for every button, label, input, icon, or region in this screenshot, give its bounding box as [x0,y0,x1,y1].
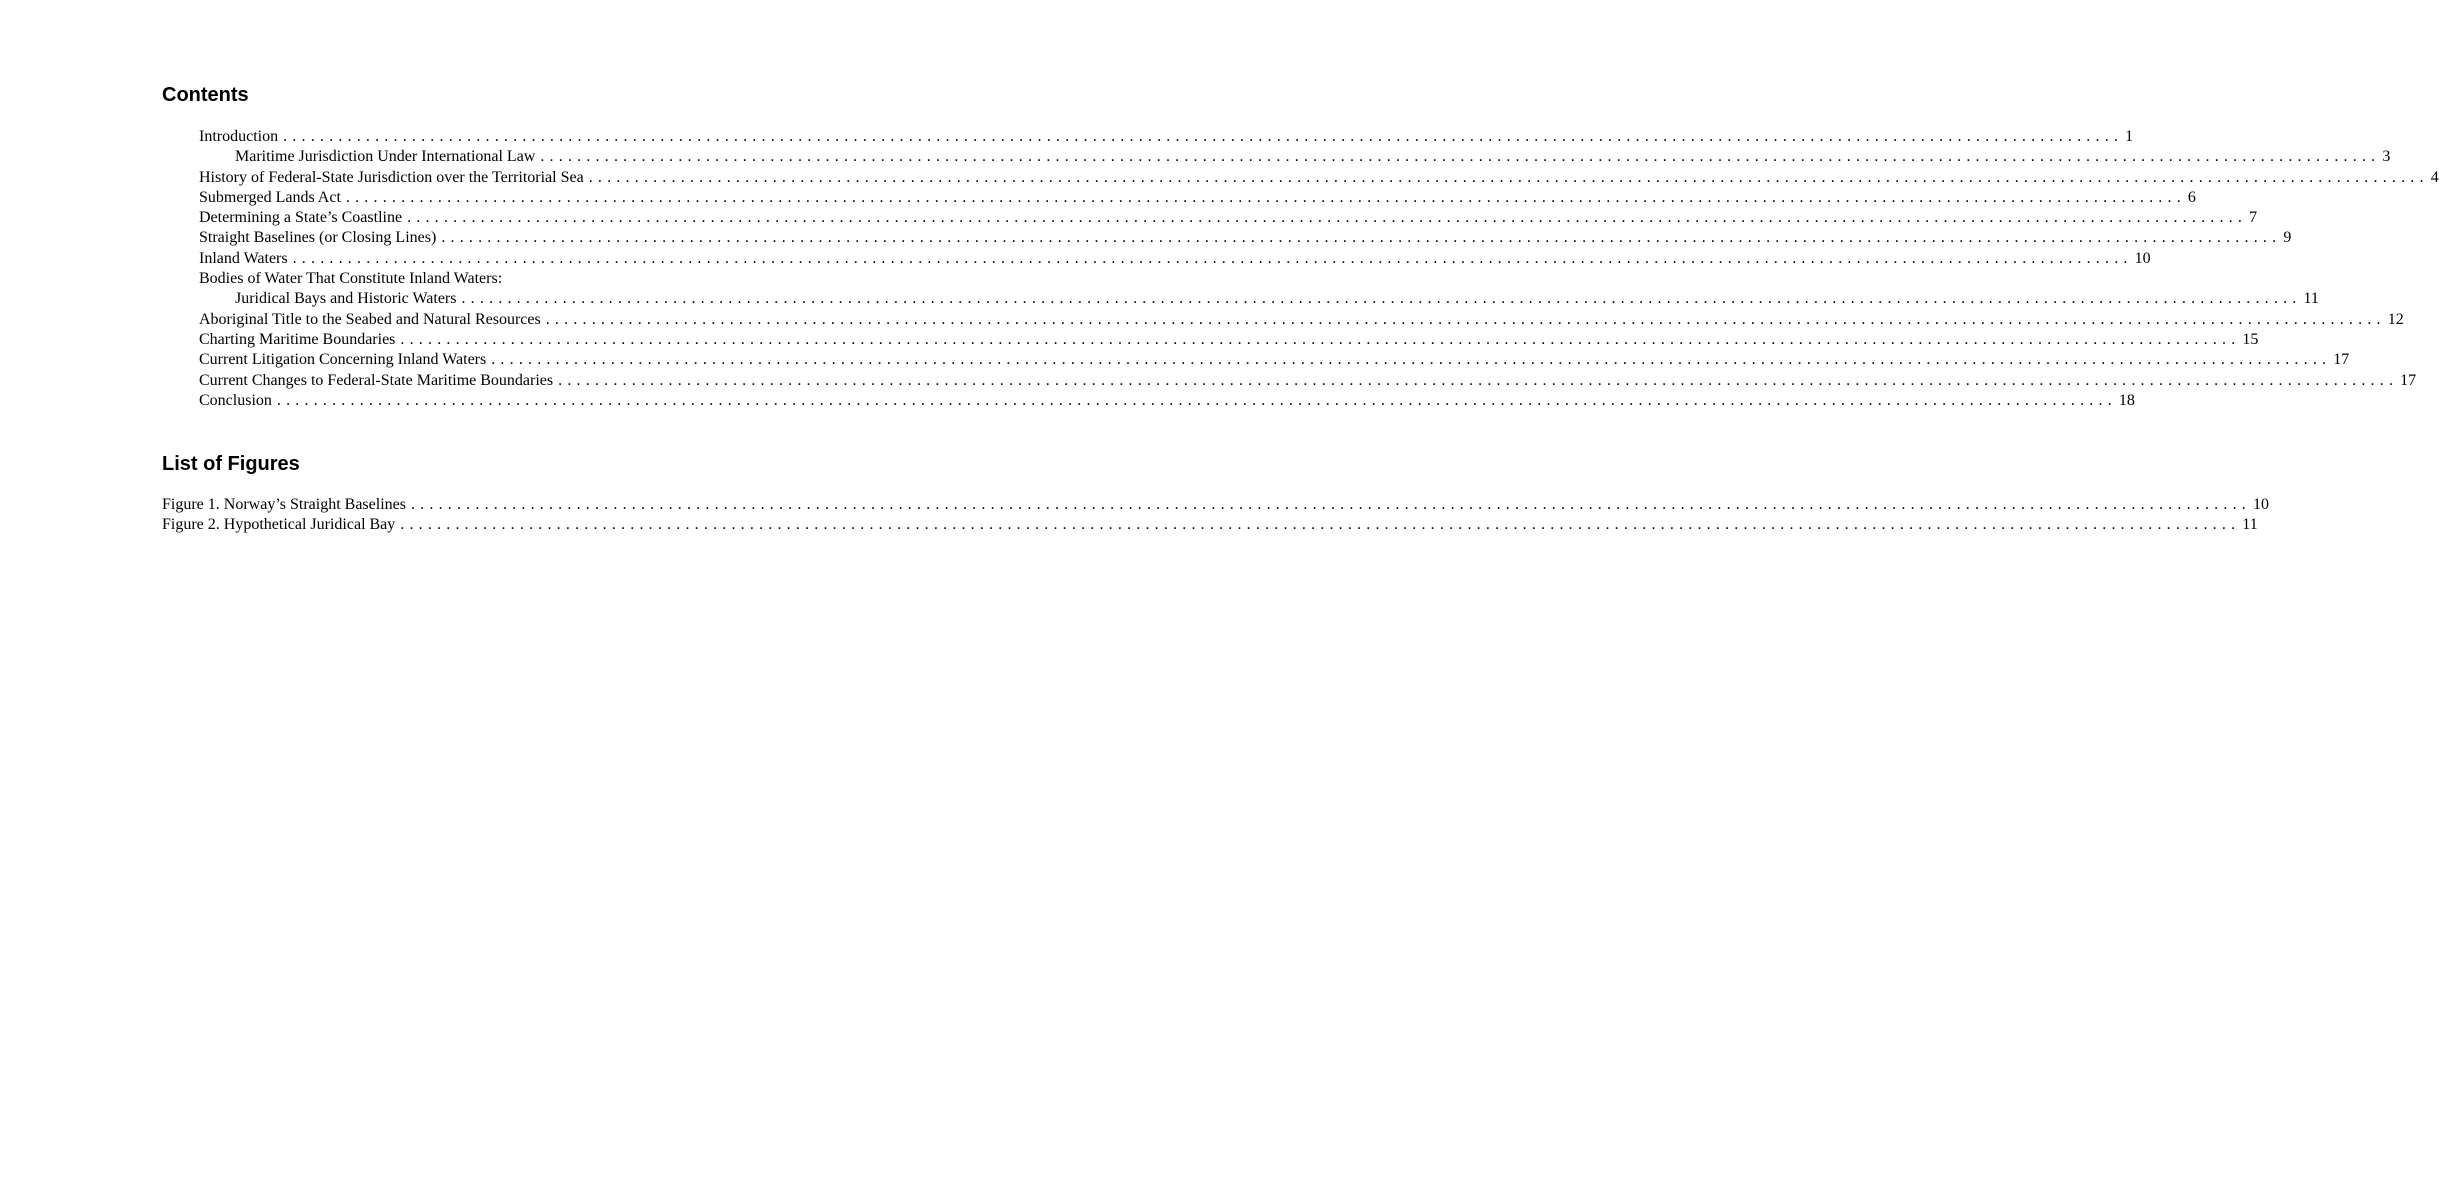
entry-page-number: 7 [2249,209,2258,227]
figures-list [162,495,2269,536]
entry-page-number: 17 [2333,351,2350,369]
contents-entry[interactable] [162,269,758,289]
entry-page-number: 11 [2303,290,2319,308]
entry-title: Conclusion [199,391,272,409]
dot-leader: ........................................................................................................................................................................................................ [441,229,2282,247]
contents-entry[interactable] [162,208,2258,228]
entry-title: Maritime Jurisdiction Under International Law [235,148,536,166]
dot-leader: ........................................................................................................................................................................................................ [410,496,2251,513]
dot-leader: ........................................................................................................................................................................................................ [283,128,2124,145]
entry-title: Charting Maritime Boundaries [199,330,396,348]
entry-title: Inland Waters [199,249,288,267]
contents-entry[interactable] [162,188,2196,208]
entry-title: Determining a State’s Coastline [199,209,403,227]
contents-entry[interactable] [162,147,2391,167]
contents-entry[interactable] [162,391,2135,411]
entry-page-number: 18 [2118,391,2135,409]
dot-leader: ........................................................................................................................................................................................................ [491,351,2332,369]
dot-leader: ........................................................................................................................................................................................................ [461,290,2302,308]
entry-page-number: 9 [2283,229,2292,247]
contents-entry[interactable] [162,330,2259,350]
dot-leader: ........................................................................................................................................................................................................ [292,249,2133,267]
entry-page-number: 10 [2252,496,2269,513]
dot-leader: ........................................................................................................................................................................................................ [540,148,2381,166]
entry-page-number: 12 [2387,310,2404,328]
figure-entry[interactable] [162,495,2269,515]
entry-page-number: 15 [2242,330,2259,348]
dot-leader: ........................................................................................................................................................................................................ [276,391,2117,409]
figure-entry[interactable] [162,515,2258,535]
contents-entry[interactable] [162,350,2350,370]
contents-entry[interactable] [162,249,2151,269]
entry-title: Aboriginal Title to the Seabed and Natural Resources [199,310,541,328]
contents-entry[interactable] [162,168,2439,188]
contents-entry[interactable] [162,228,2292,248]
contents-entry[interactable] [162,371,2417,391]
entry-title: Figure 2. Hypothetical Juridical Bay [162,516,396,534]
entry-title: Submerged Lands Act [199,188,341,206]
contents-entry[interactable] [162,289,2319,309]
entry-title: Current Changes to Federal-State Maritime Boundaries [199,371,554,389]
entry-page-number: 4 [2430,168,2439,186]
entry-title: Bodies of Water That Constitute Inland Waters: [199,270,503,288]
entry-page-number: 6 [2187,188,2196,206]
dot-leader: ........................................................................................................................................................................................................ [400,516,2241,534]
entry-title: Juridical Bays and Historic Waters [235,290,457,308]
entry-title: Introduction [199,128,279,145]
dot-leader: ........................................................................................................................................................................................................ [407,209,2248,227]
dot-leader: ........................................................................................................................................................................................................ [545,310,2386,328]
entry-page-number: 3 [2382,148,2391,166]
dot-leader: ........................................................................................................................................................................................................ [588,168,2429,186]
dot-leader: ........................................................................................................................................................................................................ [345,188,2186,206]
entry-title: Straight Baselines (or Closing Lines) [199,229,437,247]
list-of-figures-heading: List of Figures [162,453,300,475]
contents-list [162,127,2439,411]
entry-page-number: 11 [2242,516,2258,534]
contents-entry[interactable] [162,310,2404,330]
contents-entry[interactable] [162,127,2134,147]
entry-page-number: 10 [2134,249,2151,267]
contents-heading: Contents [162,84,249,106]
entry-page-number: 1 [2125,128,2134,145]
entry-title: History of Federal-State Jurisdiction over the Territorial Sea [199,168,584,186]
dot-leader: ........................................................................................................................................................................................................ [558,371,2399,389]
dot-leader: ........................................................................................................................................................................................................ [400,330,2241,348]
entry-title: Current Litigation Concerning Inland Waters [199,351,487,369]
entry-title: Figure 1. Norway’s Straight Baselines [162,496,406,513]
entry-page-number: 17 [2400,371,2417,389]
